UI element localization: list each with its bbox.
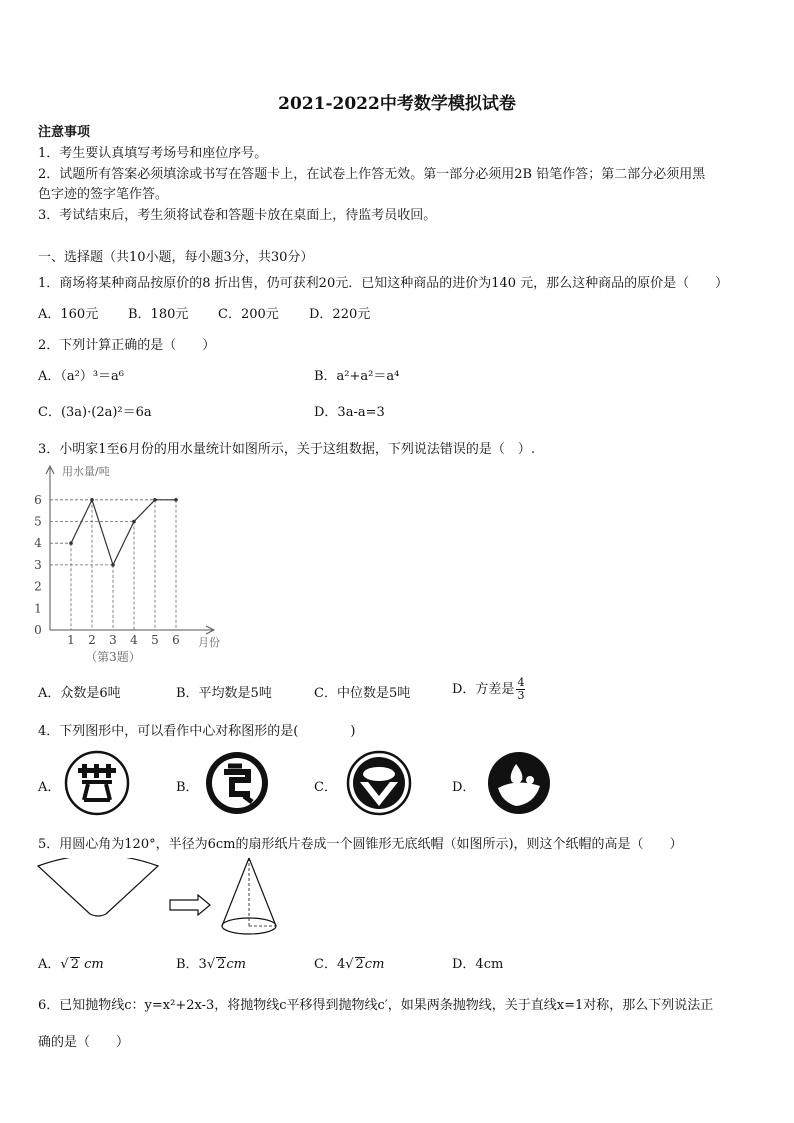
q1-option-b: B．180元 — [128, 307, 189, 322]
cone-figure — [218, 856, 280, 940]
question-6-line-1: 6．已知抛物线c：y=x²+2x-3，将抛物线c平移得到抛物线c′，如果两条抛物线，关于直线x=1对称，那么下列说法正 — [38, 998, 714, 1013]
question-3: 3．小明家1至6月份的用水量统计如图所示，关于这组数据，下列说法错误的是（ ）. — [38, 442, 535, 457]
question-6-line-2: 确的是（ ） — [38, 1035, 130, 1050]
arrow-right-icon — [168, 894, 212, 916]
q5-option-a-unit: cm — [79, 957, 104, 972]
q5-option-b: B．3√ 2cm — [176, 957, 247, 972]
y-axis-label: 用水量/吨 — [62, 465, 110, 478]
notice-item: 色字迹的签字笔作答。 — [38, 187, 169, 202]
x-tick-label: 2 — [88, 633, 96, 647]
section-heading: 一、选择题（共10小题，每小题3分，共30分） — [38, 250, 314, 265]
y-tick-label: 6 — [34, 492, 42, 507]
q2-option-a: A．（a²）³＝a⁶ — [38, 369, 125, 384]
question-5: 5．用圆心角为120°，半径为6cm的扇形纸片卷成一个圆锥形无底纸帽（如图所示)，则这个纸帽的高是（ ） — [38, 837, 683, 852]
y-tick-label: 4 — [34, 536, 42, 551]
q5-option-a-prefix: A． — [38, 957, 61, 972]
y-tick-label: 3 — [34, 557, 42, 572]
x-tick-label: 6 — [172, 633, 180, 647]
y-tick-label: 1 — [34, 601, 42, 616]
chart-caption: （第3题） — [85, 650, 141, 664]
question-1: 1．商场将某种商品按原价的8 折出售，仍可获利20元．已知这种商品的进价为140 元，那么这种商品的原价是（ ） — [38, 276, 729, 291]
q5-option-c-prefix: C．4 — [314, 957, 346, 972]
notice-item: 1．考生要认真填写考场号和座位序号。 — [38, 146, 268, 161]
x-tick-label: 1 — [67, 633, 75, 647]
q5-option-a-radicand: 2 — [70, 957, 79, 972]
q5-option-b-radicand: 2 — [217, 957, 226, 972]
y-tick-label: 5 — [34, 514, 42, 529]
q2-option-d: D．3a-a=3 — [314, 405, 385, 420]
q5-option-c-radicand: 2 — [355, 957, 364, 972]
q3-option-b: B．平均数是5吨 — [176, 686, 272, 701]
question-4: 4．下列图形中，可以看作中心对称图形的是( ) — [38, 724, 356, 739]
question-2: 2．下列计算正确的是（ ） — [38, 338, 216, 353]
emblem-b-icon — [204, 750, 270, 816]
fraction — [516, 677, 525, 702]
q3-option-d-label: D．方差是 — [452, 682, 515, 697]
q2-option-c: C．(3a)·(2a)²＝6a — [38, 405, 152, 420]
fraction-numerator: 4 — [517, 676, 525, 689]
data-point — [132, 520, 136, 524]
q3-option-a: A．众数是6吨 — [38, 686, 121, 701]
data-point — [69, 541, 73, 545]
q3-option-d — [452, 677, 525, 702]
sector-figure — [34, 858, 164, 920]
notice-heading: 注意事项 — [38, 125, 91, 140]
q5-option-a: A．√ 2 cm — [38, 957, 104, 972]
data-point — [111, 563, 115, 567]
notice-item: 3．考试结束后，考生须将试卷和答题卡放在桌面上，待监考员收回。 — [38, 208, 437, 223]
series-line — [71, 500, 176, 565]
q1-option-c: C．200元 — [218, 307, 279, 322]
x-tick-label: 5 — [151, 633, 159, 647]
emblem-c-icon — [346, 750, 412, 816]
q4-label-c: C． — [314, 780, 337, 795]
emblem-a-icon — [64, 750, 130, 816]
q4-label-d: D． — [452, 780, 476, 795]
q5-option-b-unit: cm — [226, 957, 247, 972]
q1-option-d: D．220元 — [309, 307, 371, 322]
water-usage-chart — [30, 458, 250, 673]
fraction-denominator: 3 — [517, 689, 525, 702]
x-tick-label: 4 — [130, 633, 138, 647]
x-axis-label: 月份 — [198, 636, 220, 649]
q2-option-b: B．a²+a²＝a⁴ — [314, 369, 400, 384]
q5-option-c-unit: cm — [364, 957, 385, 972]
q5-option-c: C．4√ 2cm — [314, 957, 385, 972]
notice-item: 2．试题所有答案必须填涂或书写在答题卡上，在试卷上作答无效。第一部分必须用2B 铅笔作答；第二部分必须用黑 — [38, 167, 706, 182]
q4-label-a: A． — [38, 780, 61, 795]
data-point — [174, 498, 178, 502]
y-tick-label: 0 — [34, 623, 42, 637]
x-tick-label: 3 — [109, 633, 117, 647]
q3-option-c: C．中位数是5吨 — [314, 686, 411, 701]
q4-label-b: B． — [176, 780, 199, 795]
q1-option-a: A．160元 — [38, 307, 99, 322]
page-title: 2021-2022中考数学模拟试卷 — [278, 94, 516, 114]
q5-option-b-prefix: B．3 — [176, 957, 207, 972]
data-point — [153, 498, 157, 502]
q5-option-d: D．4cm — [452, 957, 504, 972]
data-point — [90, 498, 94, 502]
emblem-d-icon — [486, 750, 552, 816]
y-tick-label: 2 — [34, 579, 42, 594]
